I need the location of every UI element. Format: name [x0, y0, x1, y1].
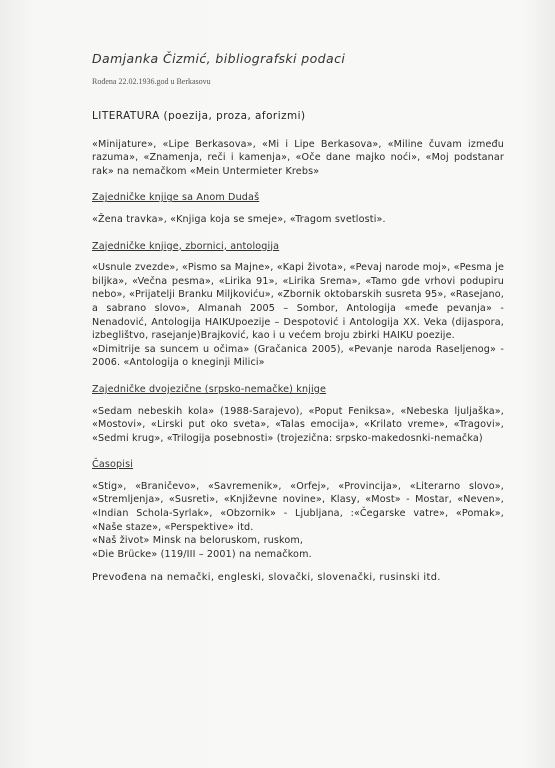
- section-heading-bilingual: Zajedničke dvojezične (srpsko-nemačke) knjige: [92, 383, 327, 395]
- section-heading-anthologies: Zajedničke knjige, zbornici, antologija: [92, 240, 280, 252]
- section-heading-journals: Časopisi: [92, 459, 134, 471]
- section-text-journals: «Stig», «Braničevo», «Savremenik», «Orfej», «Provincija», «Literarno slovo», «Stremljenja», «Susreti», «Književne novine», Klasy, «Most» - Mostar, «Neven», «Indian Schola-Syrlak», «Obzornik» - Ljubljana, :«Čegarske vatre», «Pomak», «Naše staze», «Perspektive» itd.: [92, 480, 504, 533]
- birth-info: Rođena 22.02.1936.god u Berkasovu: [92, 77, 211, 86]
- section-heading-ana-dudas: Zajedničke knjige sa Anom Dudaš: [92, 192, 260, 204]
- journals-line-minsk: «Naš život» Minsk na beloruskom, ruskom,: [92, 535, 304, 547]
- books-paragraph: «Minijature», «Lipe Berkasova», «Mi i Lipe Berkasova», «Miline čuvam između razuma», «Znamenja, reči i kamenja», «Oče dane majko noći», «Moj podstanar rak» na nemačkom «Mein Untermieter Krebs»: [92, 138, 504, 177]
- literature-heading: LITERATURA (poezija, proza, aforizmi): [92, 110, 306, 122]
- document-title: Damjanka Čizmić, bibliografski podaci: [92, 51, 346, 66]
- section-text-anthologies-extra: «Dimitrije sa suncem u očima» (Gračanica 2005), «Pevanje naroda Raseljenog» - 2006. «Antologija o kneginji Milici»: [92, 343, 504, 369]
- section-text-anthologies: «Usnule zvezde», «Pismo sa Majne», «Kapi života», «Pevaj narode moj», «Pesma je biljka», «Večna pesma», «Lirika 91», «Lirika Srema», «Tamo gde vrhovi podupiru nebo», «Prijatelji Branku Miljkoviću», «Zbornik oktobarskih susreta 95», «Rasejano, a sabrano slovo», Almanah 2005 – Sombor, Antologija «međe pevanja» - Nenadović, Antologija HAIKUpoezije – Despotović i Antologija XX. Veka (dijaspora, izbeglištvo, rasejanje)Brajković, kao i u većem broju zbirki HAIKU poezije.: [92, 262, 504, 342]
- journals-line-die-brucke: «Die Brücke» (119/III – 2001) na nemačkom.: [92, 548, 312, 560]
- translated-languages: Prevođena na nemački, engleski, slovački, slovenački, rusinski itd.: [92, 572, 441, 584]
- section-text-ana-dudas: «Žena travka», «Knjiga koja se smeje», «Tragom svetlosti».: [92, 213, 386, 225]
- document-body: [92, 110, 504, 585]
- section-text-bilingual: «Sedam nebeskih kola» (1988-Sarajevo), «Poput Feniksa», «Nebeska ljuljaška», «Mostovi», «Lirski put oko sveta», «Talas emocija», «Krilato vreme», «Tragovi», «Sedmi krug», «Trilogija posebnosti» (trojezična: srpsko-makedosnki-nemačka): [92, 405, 504, 444]
